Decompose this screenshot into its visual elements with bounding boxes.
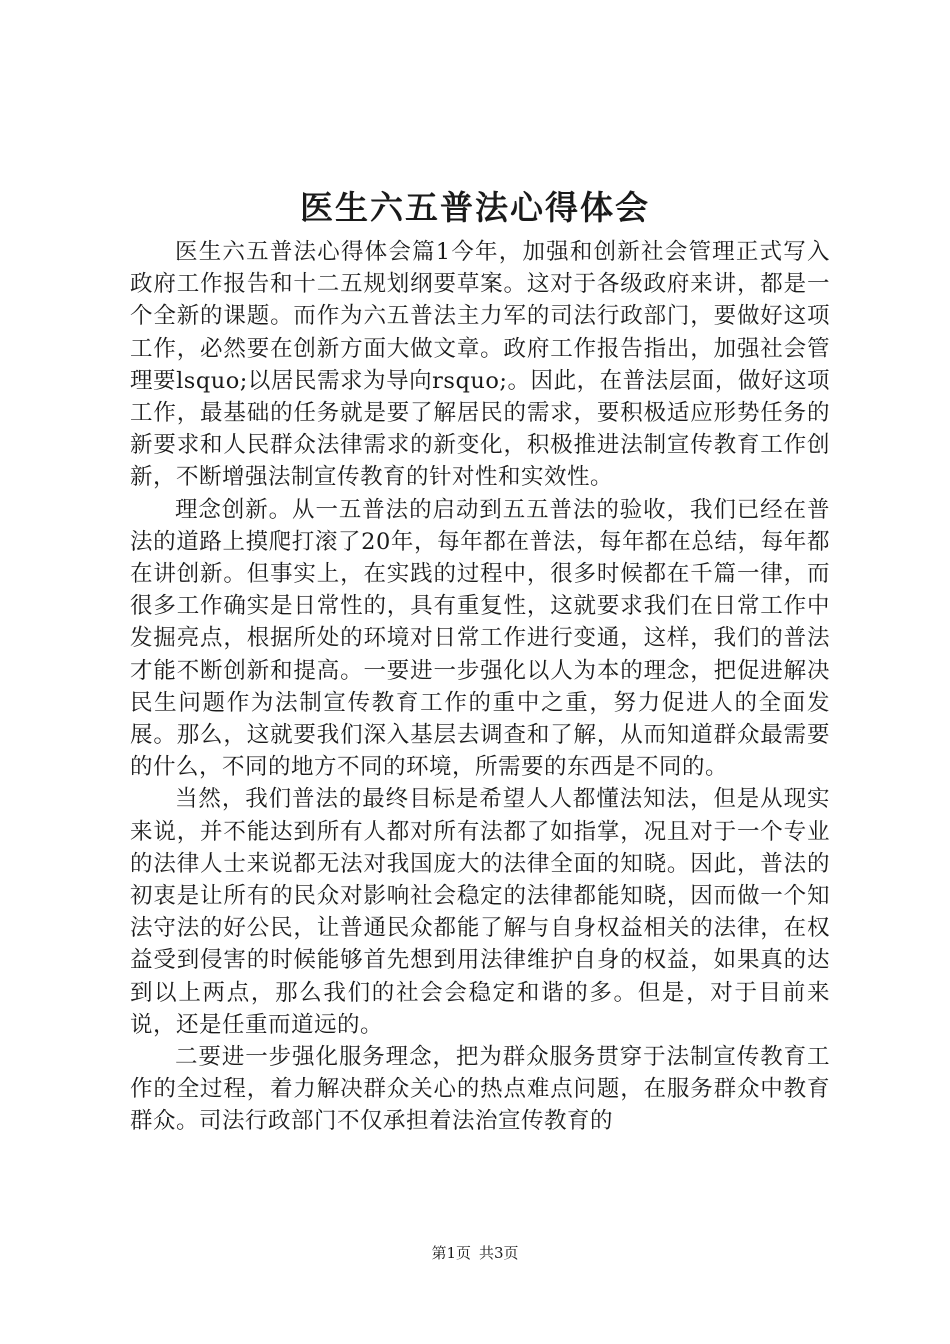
paragraph-1: 医生六五普法心得体会篇1今年，加强和创新社会管理正式写入政府工作报告和十二五规划纲要草案。这对于各级政府来讲，都是一个全新的课题。而作为六五普法主力军的司法行政部门，要做好这项工作，必然要在创新方面大做文章。政府工作报告指出，加强社会管理要lsquo;以居民需求为导向rsquo;。因此，在普法层面，做好这项工作，最基础的任务就是要了解居民的需求，要积极适应形势任务的新要求和人民群众法律需求的新变化，积极推进法制宣传教育工作创新，不断增强法制宣传教育的针对性和实效性。 bbox=[130, 239, 830, 491]
page-number: 第1页 bbox=[431, 1244, 471, 1262]
document-body bbox=[130, 236, 830, 1138]
paragraph-4: 二要进一步强化服务理念，把为群众服务贯穿于法制宣传教育工作的全过程，着力解决群众关心的热点难点问题，在服务群众中教育群众。司法行政部门不仅承担着法治宣传教育的 bbox=[130, 1044, 830, 1135]
page-footer bbox=[0, 1242, 950, 1264]
page-total: 共3页 bbox=[479, 1244, 519, 1262]
paragraph-2: 理念创新。从一五普法的启动到五五普法的验收，我们已经在普法的道路上摸爬打滚了20年，每年都在普法，每年都在总结，每年都在讲创新。但事实上，在实践的过程中，很多时候都在千篇一律，而很多工作确实是日常性的，具有重复性，这就要求我们在日常工作中发掘亮点，根据所处的环境对日常工作进行变通，这样，我们的普法才能不断创新和提高。一要进一步强化以人为本的理念，把促进解决民生问题作为法制宣传教育工作的重中之重，努力促进人的全面发展。那么，这就要我们深入基层去调查和了解，从而知道群众最需要的什么，不同的地方不同的环境，所需要的东西是不同的。 bbox=[130, 496, 830, 781]
paragraph-3: 当然，我们普法的最终目标是希望人人都懂法知法，但是从现实来说，并不能达到所有人都对所有法都了如指掌，况且对于一个专业的法律人士来说都无法对我国庞大的法律全面的知晓。因此，普法的初衷是让所有的民众对影响社会稳定的法律都能知晓，因而做一个知法守法的好公民，让普通民众都能了解与自身权益相关的法律，在权益受到侵害的时候能够首先想到用法律维护自身的权益，如果真的达到以上两点，那么我们的社会会稳定和谐的多。但是，对于目前来说，还是任重而道远的。 bbox=[130, 786, 830, 1038]
page-title: 医生六五普法心得体会 bbox=[300, 188, 650, 227]
